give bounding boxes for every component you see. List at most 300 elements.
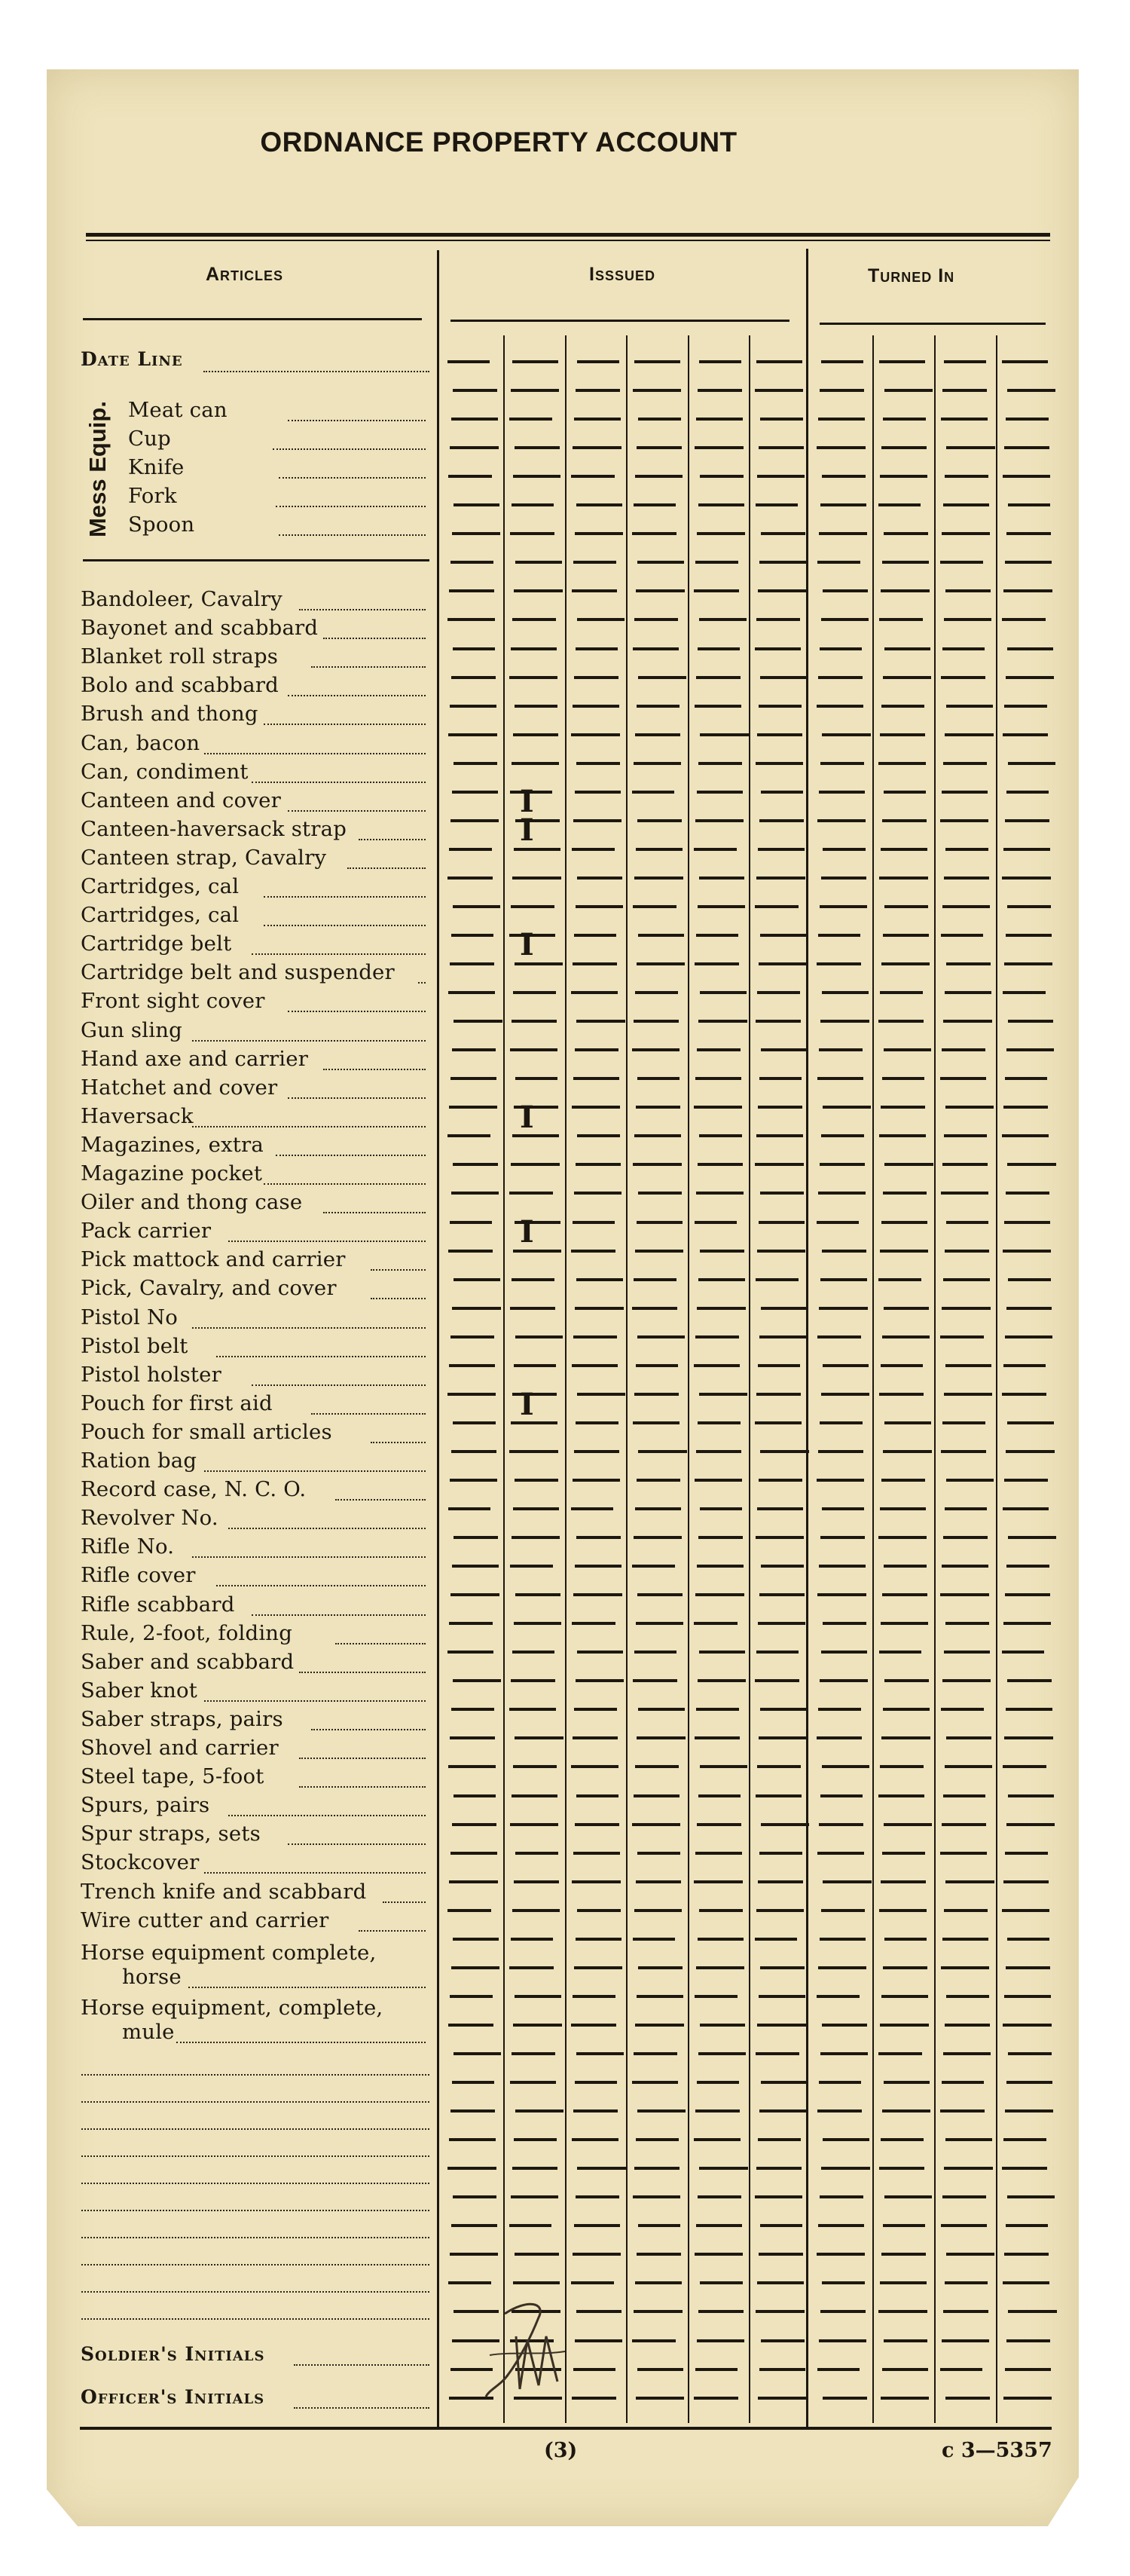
tally-dash bbox=[698, 1938, 744, 1941]
blank-entry-line bbox=[81, 2183, 429, 2184]
tally-dash bbox=[450, 1479, 497, 1482]
tally-dash bbox=[575, 1048, 618, 1051]
tally-dash bbox=[575, 791, 621, 794]
tally-dash bbox=[941, 676, 985, 679]
tally-dash bbox=[634, 2167, 680, 2170]
tally-dash bbox=[942, 389, 987, 392]
tally-dash bbox=[1007, 647, 1053, 650]
tally-dash bbox=[698, 1794, 741, 1797]
tally-dash bbox=[699, 1909, 743, 1912]
article-leader bbox=[299, 609, 426, 610]
article-item: Wire cutter and carrier bbox=[81, 1908, 329, 1932]
tally-dash bbox=[940, 819, 988, 822]
tally-dash bbox=[884, 1421, 931, 1424]
tally-dash bbox=[451, 676, 496, 679]
tally-dash bbox=[820, 1421, 863, 1424]
article-leader bbox=[288, 695, 426, 696]
tally-dash bbox=[942, 1565, 988, 1568]
tally-dash bbox=[818, 1708, 861, 1711]
mess-equip-item: Cup bbox=[128, 427, 171, 451]
articles-column-header: Articles bbox=[206, 264, 284, 285]
tally-dash bbox=[695, 962, 739, 965]
tally-dash bbox=[635, 1765, 679, 1768]
tally-dash bbox=[698, 1163, 743, 1166]
tally-dash bbox=[1006, 418, 1049, 421]
tally-dash bbox=[942, 1048, 985, 1051]
tally-dash bbox=[515, 1077, 557, 1080]
tally-dash bbox=[511, 2195, 558, 2198]
tally-dash bbox=[940, 1852, 987, 1855]
tally-dash bbox=[509, 676, 557, 679]
article-item: Pistol holster bbox=[81, 1362, 222, 1387]
tally-dash bbox=[820, 647, 862, 650]
tally-dash bbox=[1008, 503, 1050, 506]
article-item: Hatchet and cover bbox=[81, 1075, 278, 1100]
tally-dash bbox=[572, 1622, 615, 1625]
tally-dash bbox=[453, 1938, 499, 1941]
tally-dash bbox=[510, 1307, 555, 1310]
date-line-leader bbox=[203, 371, 429, 372]
tally-dash bbox=[761, 1823, 809, 1826]
tally-dash bbox=[511, 1938, 553, 1941]
tally-dash bbox=[576, 2052, 624, 2055]
tally-dash bbox=[756, 1020, 801, 1023]
article-leader bbox=[359, 839, 426, 840]
tally-dash bbox=[1007, 1163, 1056, 1166]
tally-dash bbox=[818, 2224, 864, 2227]
tally-dash bbox=[881, 1221, 927, 1224]
tally-dash bbox=[882, 2368, 928, 2371]
tally-dash bbox=[758, 2138, 801, 2141]
tally-dash bbox=[940, 1335, 984, 1338]
tally-dash bbox=[757, 1507, 803, 1510]
tally-dash bbox=[817, 962, 861, 965]
tally-dash bbox=[571, 1765, 618, 1768]
tally-dash bbox=[759, 1852, 802, 1855]
article-item: Pouch for small articles bbox=[81, 1419, 332, 1444]
tally-dash bbox=[576, 2195, 619, 2198]
tally-dash bbox=[511, 389, 559, 392]
tally-dash bbox=[633, 905, 676, 908]
article-leader bbox=[347, 867, 426, 869]
tally-dash bbox=[760, 1450, 809, 1453]
tally-dash bbox=[942, 791, 988, 794]
tally-dash bbox=[637, 1221, 683, 1224]
tally-dash bbox=[636, 1364, 678, 1367]
tally-dash bbox=[945, 2397, 990, 2400]
tally-dash bbox=[447, 2167, 496, 2170]
tally-dash bbox=[1003, 1250, 1051, 1253]
tally-column-separator bbox=[749, 335, 750, 2423]
tally-dash bbox=[633, 647, 679, 650]
tally-dash bbox=[759, 446, 804, 449]
tally-dash bbox=[759, 1077, 802, 1080]
tally-dash bbox=[756, 503, 798, 506]
tally-dash bbox=[698, 1421, 741, 1424]
tally-dash bbox=[450, 2253, 498, 2256]
tally-dash bbox=[945, 1106, 994, 1109]
tally-dash bbox=[1003, 589, 1052, 592]
tally-dash bbox=[696, 676, 741, 679]
tally-dash bbox=[696, 1708, 739, 1711]
article-item: Rifle No. bbox=[81, 1534, 175, 1559]
tally-dash bbox=[945, 1622, 989, 1625]
tally-dash bbox=[1004, 1736, 1053, 1739]
tally-dash bbox=[637, 1852, 680, 1855]
tally-dash bbox=[512, 618, 556, 621]
tally-dash bbox=[1005, 2109, 1053, 2113]
tally-dash bbox=[577, 1134, 620, 1137]
tally-dash bbox=[820, 2310, 866, 2313]
tally-dash bbox=[817, 1221, 859, 1224]
tally-dash bbox=[698, 1679, 746, 1682]
tally-dash bbox=[881, 1622, 928, 1625]
tally-dash bbox=[572, 589, 617, 592]
tally-dash bbox=[944, 1909, 988, 1912]
tally-dash bbox=[757, 991, 800, 994]
tally-dash bbox=[1002, 1134, 1049, 1137]
tally-dash bbox=[821, 618, 869, 621]
tally-dash bbox=[818, 934, 860, 937]
tally-dash bbox=[755, 1421, 802, 1424]
tally-dash bbox=[696, 1966, 744, 1969]
tally-dash bbox=[821, 877, 866, 880]
tally-dash bbox=[636, 589, 685, 592]
article-item: Saber knot bbox=[81, 1678, 197, 1703]
article-leader bbox=[216, 1585, 426, 1586]
tally-dash bbox=[756, 2052, 799, 2055]
article-item: Pick mattock and carrier bbox=[81, 1247, 346, 1272]
tally-dash bbox=[880, 1250, 928, 1253]
tally-dash bbox=[575, 532, 623, 535]
tally-dash bbox=[699, 618, 747, 621]
tally-dash bbox=[573, 705, 619, 708]
tally-dash bbox=[512, 1020, 557, 1023]
tally-column-separator bbox=[872, 335, 874, 2423]
tally-dash bbox=[695, 2253, 743, 2256]
tally-dash bbox=[1003, 2024, 1052, 2027]
tally-dash bbox=[1003, 475, 1050, 478]
tally-dash bbox=[757, 2281, 804, 2284]
tally-dash bbox=[818, 1966, 866, 1969]
tally-dash bbox=[822, 733, 871, 736]
tally-dash bbox=[695, 1479, 742, 1482]
blank-entry-line bbox=[81, 2128, 429, 2130]
tally-dash bbox=[1007, 389, 1055, 392]
tally-dash bbox=[634, 618, 678, 621]
tally-dash bbox=[697, 532, 745, 535]
mess-equip-leader bbox=[273, 448, 426, 450]
issued-tick-mark: I bbox=[520, 1214, 534, 1250]
tally-dash bbox=[510, 1048, 557, 1051]
tally-dash bbox=[448, 1765, 496, 1768]
tally-dash bbox=[448, 1250, 493, 1253]
tally-dash bbox=[450, 561, 493, 564]
tally-dash bbox=[878, 2310, 927, 2313]
tally-dash bbox=[1003, 1880, 1049, 1883]
article-item: Cartridges, cal bbox=[81, 874, 240, 898]
article-item: Magazines, extra bbox=[81, 1132, 264, 1157]
tally-dash bbox=[637, 1593, 683, 1596]
tally-dash bbox=[756, 1794, 802, 1797]
tally-dash bbox=[638, 418, 681, 421]
tally-dash bbox=[515, 1736, 563, 1739]
tally-dash bbox=[759, 1221, 805, 1224]
tally-dash bbox=[637, 561, 684, 564]
tally-dash bbox=[510, 532, 554, 535]
tally-dash bbox=[454, 762, 497, 765]
article-item: Bolo and scabbard bbox=[81, 673, 279, 698]
tally-dash bbox=[451, 1708, 494, 1711]
tally-dash bbox=[819, 1048, 863, 1051]
tally-dash bbox=[637, 446, 682, 449]
tally-dash bbox=[1006, 1823, 1055, 1826]
tally-dash bbox=[943, 762, 987, 765]
tally-dash bbox=[697, 2339, 744, 2342]
tally-dash bbox=[513, 733, 558, 736]
tally-dash bbox=[576, 1679, 624, 1682]
tally-dash bbox=[817, 1479, 864, 1482]
tally-dash bbox=[818, 1192, 866, 1195]
article-item: Shovel and carrier bbox=[81, 1736, 279, 1760]
tally-dash bbox=[699, 2167, 748, 2170]
tally-dash bbox=[878, 503, 921, 506]
tally-dash bbox=[694, 1880, 743, 1883]
article-leader bbox=[323, 638, 426, 639]
tally-dash bbox=[761, 1307, 806, 1310]
tally-dash bbox=[512, 1651, 554, 1654]
tally-dash bbox=[881, 1995, 928, 1998]
article-leader bbox=[192, 1556, 426, 1558]
tally-dash bbox=[636, 2397, 684, 2400]
tally-dash bbox=[576, 1163, 621, 1166]
tally-dash bbox=[822, 475, 866, 478]
tally-dash bbox=[884, 905, 928, 908]
tally-dash bbox=[818, 418, 865, 421]
tally-dash bbox=[883, 934, 929, 937]
tally-dash bbox=[635, 733, 680, 736]
tally-dash bbox=[881, 1364, 923, 1367]
tally-dash bbox=[879, 2167, 924, 2170]
tally-dash bbox=[1006, 2081, 1052, 2084]
tally-dash bbox=[452, 1307, 501, 1310]
tally-dash bbox=[944, 1393, 992, 1396]
tally-dash bbox=[881, 1736, 930, 1739]
tally-dash bbox=[515, 2109, 563, 2113]
tally-dash bbox=[694, 1622, 738, 1625]
tally-dash bbox=[637, 1995, 683, 1998]
tally-dash bbox=[1005, 2368, 1051, 2371]
tally-dash bbox=[878, 2052, 922, 2055]
article-item: Revolver No. bbox=[81, 1506, 218, 1531]
soldiers-initials-label: Soldier's Initials bbox=[81, 2343, 265, 2365]
tally-dash bbox=[880, 733, 925, 736]
tally-dash bbox=[698, 2310, 744, 2313]
tally-dash bbox=[943, 2052, 991, 2055]
tally-dash bbox=[572, 1106, 620, 1109]
tally-dash bbox=[817, 2368, 860, 2371]
tally-dash bbox=[759, 2253, 803, 2256]
article-leader bbox=[252, 782, 426, 783]
tally-dash bbox=[694, 2397, 738, 2400]
tally-dash bbox=[576, 1938, 622, 1941]
tally-dash bbox=[880, 991, 923, 994]
tally-dash bbox=[1003, 2397, 1052, 2400]
article-item: Can, condiment bbox=[81, 759, 249, 784]
tally-dash bbox=[756, 1278, 799, 1281]
tally-dash bbox=[700, 2281, 743, 2284]
tally-dash bbox=[633, 1421, 680, 1424]
tally-dash bbox=[942, 905, 990, 908]
tally-dash bbox=[881, 705, 924, 708]
tally-dash bbox=[1006, 2224, 1048, 2227]
tally-dash bbox=[450, 819, 499, 822]
tally-dash bbox=[823, 2138, 869, 2141]
tally-dash bbox=[638, 2224, 680, 2227]
tally-dash bbox=[822, 1765, 869, 1768]
tally-dash bbox=[1002, 360, 1048, 363]
article-item: Magazine pocket bbox=[81, 1161, 263, 1186]
tally-dash bbox=[819, 1565, 866, 1568]
tally-dash bbox=[1004, 446, 1049, 449]
tally-dash bbox=[449, 1364, 495, 1367]
tally-dash bbox=[1003, 1507, 1049, 1510]
tally-dash bbox=[822, 2024, 867, 2027]
tally-dash bbox=[941, 1192, 988, 1195]
tally-dash bbox=[760, 1192, 804, 1195]
tally-column-separator bbox=[565, 335, 567, 2423]
tally-dash bbox=[1005, 1593, 1050, 1596]
tally-dash bbox=[453, 389, 497, 392]
tally-dash bbox=[820, 762, 864, 765]
tally-dash bbox=[452, 2081, 494, 2084]
tally-dash bbox=[756, 618, 800, 621]
tally-dash bbox=[512, 1393, 557, 1396]
tally-dash bbox=[449, 1880, 498, 1883]
tally-dash bbox=[694, 2138, 741, 2141]
tally-dash bbox=[760, 1966, 805, 1969]
tally-dash bbox=[514, 848, 560, 851]
tally-dash bbox=[883, 418, 926, 421]
tally-dash bbox=[576, 1794, 618, 1797]
tally-dash bbox=[454, 1020, 502, 1023]
tally-dash bbox=[1006, 791, 1049, 794]
tally-dash bbox=[634, 2310, 683, 2313]
tally-dash bbox=[942, 2195, 986, 2198]
tally-dash bbox=[757, 475, 805, 478]
tally-dash bbox=[509, 2224, 551, 2227]
tally-dash bbox=[759, 819, 804, 822]
tally-dash bbox=[822, 1507, 864, 1510]
article-item: Pistol No bbox=[81, 1305, 178, 1329]
officers-initials-leader bbox=[294, 2407, 429, 2409]
tally-dash bbox=[510, 1565, 553, 1568]
tally-dash bbox=[820, 1278, 867, 1281]
article-leader bbox=[311, 666, 426, 668]
article-leader bbox=[204, 753, 426, 754]
tally-dash bbox=[821, 2167, 870, 2170]
tally-dash bbox=[941, 418, 988, 421]
tally-dash bbox=[695, 446, 744, 449]
tally-dash bbox=[450, 1852, 497, 1855]
issued-column-header: Isssued bbox=[589, 264, 655, 285]
tally-dash bbox=[756, 2310, 805, 2313]
tally-dash bbox=[758, 848, 805, 851]
tally-dash bbox=[450, 1077, 496, 1080]
tally-dash bbox=[1003, 1765, 1046, 1768]
article-leader bbox=[418, 982, 426, 984]
tally-dash bbox=[694, 589, 739, 592]
tally-dash bbox=[450, 446, 499, 449]
issued-tick-mark: I bbox=[520, 783, 534, 819]
tally-dash bbox=[882, 561, 929, 564]
blank-entry-line bbox=[81, 2291, 429, 2293]
tally-dash bbox=[450, 962, 494, 965]
tally-dash bbox=[448, 991, 495, 994]
tally-dash bbox=[453, 1679, 501, 1682]
tally-dash bbox=[512, 1278, 554, 1281]
tally-dash bbox=[942, 532, 990, 535]
horse-equipment-subitem: horse bbox=[122, 1965, 182, 1989]
tally-dash bbox=[883, 1192, 927, 1195]
tally-dash bbox=[819, 1823, 863, 1826]
tally-dash bbox=[817, 705, 863, 708]
tally-dash bbox=[755, 1679, 799, 1682]
tally-dash bbox=[448, 733, 497, 736]
tally-dash bbox=[634, 1393, 679, 1396]
article-leader bbox=[216, 1356, 426, 1357]
tally-dash bbox=[699, 360, 741, 363]
tally-dash bbox=[447, 1134, 490, 1137]
form-title: ORDNANCE PROPERTY ACCOUNT bbox=[260, 127, 738, 158]
tally-dash bbox=[823, 2397, 867, 2400]
article-leader bbox=[323, 1212, 426, 1213]
tally-dash bbox=[515, 1335, 563, 1338]
tally-dash bbox=[512, 877, 561, 880]
tally-dash bbox=[695, 2368, 738, 2371]
tally-dash bbox=[700, 1250, 744, 1253]
tally-dash bbox=[945, 991, 991, 994]
tally-dash bbox=[884, 389, 933, 392]
tally-dash bbox=[696, 2224, 742, 2227]
article-item: Cartridge belt and suspender bbox=[81, 960, 395, 985]
tally-dash bbox=[452, 1823, 496, 1826]
tally-dash bbox=[1007, 1421, 1054, 1424]
article-leader bbox=[204, 1470, 426, 1472]
tally-dash bbox=[634, 877, 683, 880]
tally-dash bbox=[881, 2138, 924, 2141]
tally-dash bbox=[1008, 1278, 1051, 1281]
tally-dash bbox=[817, 1077, 863, 1080]
tally-dash bbox=[515, 1479, 558, 1482]
tally-dash bbox=[576, 762, 620, 765]
tally-dash bbox=[574, 1450, 619, 1453]
tally-dash bbox=[820, 905, 867, 908]
tally-dash bbox=[633, 2195, 680, 2198]
article-item: Haversack bbox=[81, 1103, 194, 1128]
tally-dash bbox=[1003, 733, 1048, 736]
tally-dash bbox=[451, 2224, 497, 2227]
tally-dash bbox=[696, 934, 738, 937]
tally-dash bbox=[634, 2052, 677, 2055]
tally-dash bbox=[576, 1421, 618, 1424]
tally-dash bbox=[821, 1909, 865, 1912]
tally-dash bbox=[761, 532, 805, 535]
tally-dash bbox=[509, 418, 552, 421]
tally-dash bbox=[510, 1823, 558, 1826]
tally-dash bbox=[454, 1536, 498, 1539]
tally-dash bbox=[941, 1450, 986, 1453]
